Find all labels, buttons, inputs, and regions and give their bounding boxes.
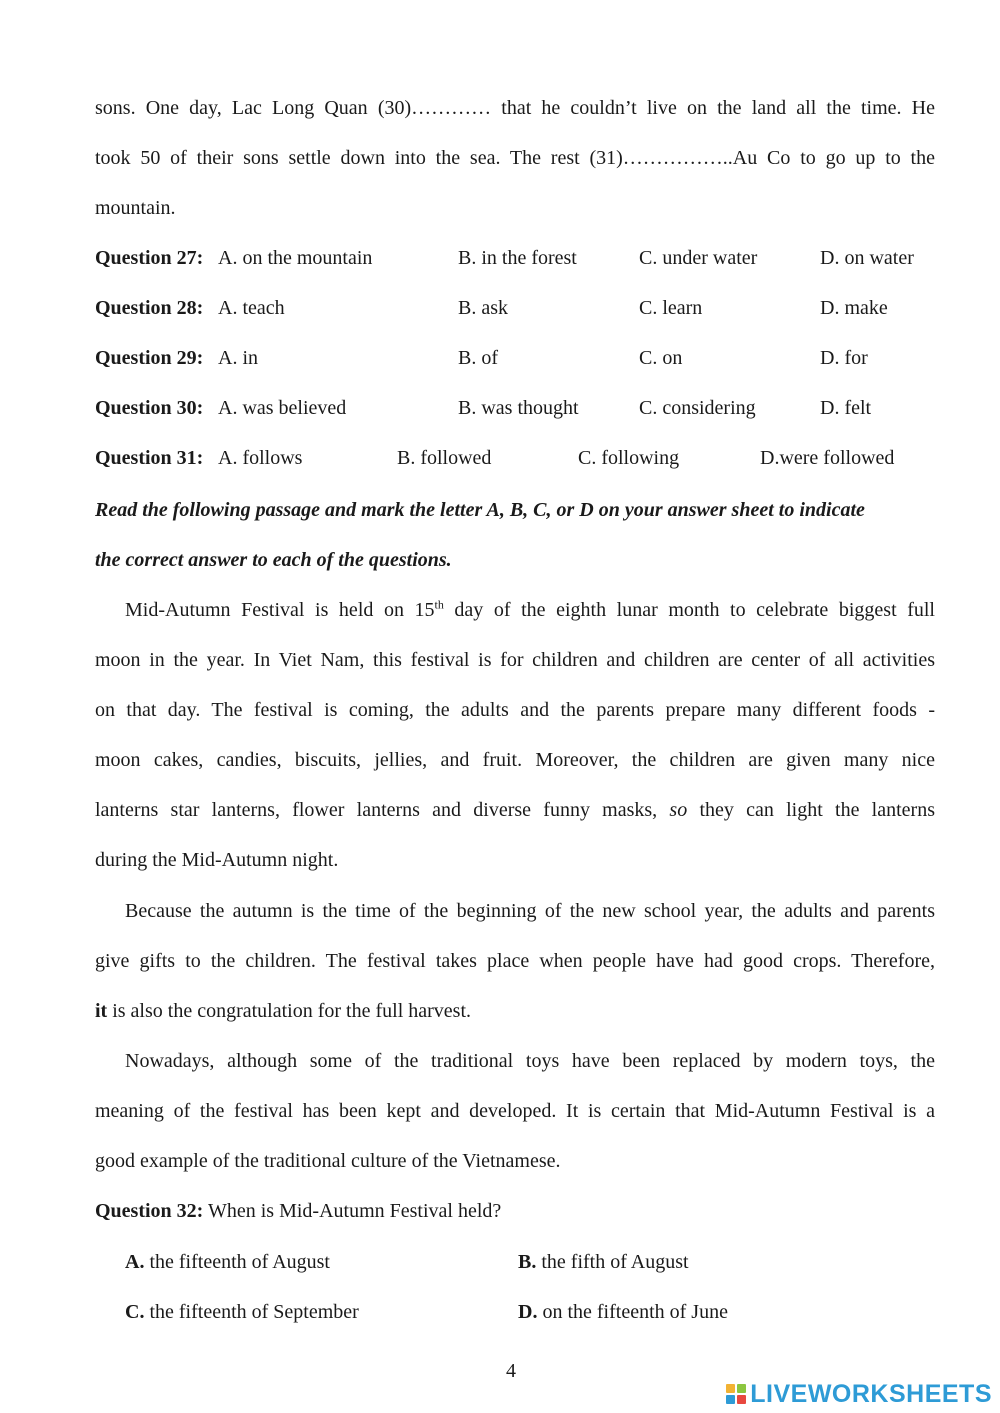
option-a[interactable]: A. teach bbox=[218, 297, 285, 319]
page-number: 4 bbox=[506, 1360, 516, 1382]
option-a[interactable]: A. follows bbox=[218, 447, 303, 469]
passage-line: sons. One day, Lac Long Quan (30)………… that he couldn’t live on the land all the time. He bbox=[95, 97, 935, 119]
option-a[interactable]: A. was believed bbox=[218, 397, 347, 419]
option-c[interactable]: C. following bbox=[578, 447, 680, 469]
question-label: Question 29: bbox=[95, 347, 204, 369]
option-d[interactable]: D. on water bbox=[820, 247, 914, 269]
option-b[interactable] bbox=[518, 1249, 689, 1275]
text-run: lanterns star lanterns, flower lanterns and diverse funny masks, bbox=[95, 799, 670, 821]
option-a[interactable]: A. on the mountain bbox=[218, 247, 373, 269]
passage-line bbox=[125, 597, 935, 623]
option-text: the fifteenth of August bbox=[144, 1251, 330, 1273]
passage-line: Nowadays, although some of the traditional toys have been replaced by modern toys, the bbox=[125, 1050, 935, 1072]
option-d[interactable] bbox=[518, 1299, 728, 1325]
passage-line bbox=[95, 797, 935, 823]
logo-square bbox=[737, 1384, 746, 1393]
question-32-options-row bbox=[95, 1249, 955, 1275]
option-letter: B. bbox=[518, 1251, 537, 1273]
text-run: is also the congratulation for the full harvest. bbox=[107, 1000, 472, 1022]
option-d[interactable]: D. for bbox=[820, 347, 868, 369]
option-b[interactable]: B. of bbox=[458, 347, 498, 369]
question-text: When is Mid-Autumn Festival held? bbox=[203, 1200, 502, 1222]
text-run: they can light the lanterns bbox=[687, 799, 935, 821]
passage-line: Because the autumn is the time of the beginning of the new school year, the adults and parents bbox=[125, 900, 935, 922]
option-letter: C. bbox=[125, 1301, 145, 1323]
logo-square bbox=[726, 1384, 735, 1393]
option-letter: D. bbox=[518, 1301, 538, 1323]
instruction-line: Read the following passage and mark the letter A, B, C, or D on your answer sheet to indicate bbox=[95, 499, 865, 521]
passage-line: meaning of the festival has been kept and developed. It is certain that Mid-Autumn Festival is a bbox=[95, 1100, 935, 1122]
option-d[interactable]: D. make bbox=[820, 297, 888, 319]
logo-text: LIVEWORKSHEETS bbox=[750, 1379, 992, 1408]
liveworksheets-logo bbox=[726, 1380, 992, 1408]
emphasized-word: so bbox=[669, 799, 688, 821]
passage-line: good example of the traditional culture of the Vietnamese. bbox=[95, 1150, 561, 1172]
option-b[interactable]: B. in the forest bbox=[458, 247, 577, 269]
logo-grid-icon bbox=[726, 1384, 746, 1404]
option-a[interactable] bbox=[125, 1249, 330, 1275]
option-text: the fifth of August bbox=[536, 1251, 689, 1273]
passage-line: mountain. bbox=[95, 197, 176, 219]
option-c[interactable]: C. on bbox=[639, 347, 683, 369]
option-text: on the fifteenth of June bbox=[537, 1301, 728, 1323]
question-28 bbox=[95, 295, 955, 321]
option-d[interactable]: D.were followed bbox=[760, 447, 895, 469]
option-c[interactable]: C. learn bbox=[639, 297, 703, 319]
question-32-options-row bbox=[95, 1299, 955, 1325]
option-b[interactable]: B. was thought bbox=[458, 397, 579, 419]
ordinal-suffix: th bbox=[434, 597, 444, 612]
passage-line: give gifts to the children. The festival takes place when people have had good crops. Therefore, bbox=[95, 950, 935, 972]
passage-line bbox=[95, 998, 935, 1024]
question-29 bbox=[95, 345, 955, 371]
option-c[interactable] bbox=[125, 1299, 359, 1325]
text-run: Mid-Autumn Festival is held on 15 bbox=[125, 599, 435, 621]
option-c[interactable]: C. under water bbox=[639, 247, 758, 269]
option-text: the fifteenth of September bbox=[144, 1301, 359, 1323]
bold-word: it bbox=[95, 1000, 108, 1022]
passage-line: took 50 of their sons settle down into the sea. The rest (31)……………..Au Co to go up to the bbox=[95, 147, 935, 169]
passage-line: on that day. The festival is coming, the adults and the parents prepare many different foods - bbox=[95, 699, 935, 721]
instruction-line: the correct answer to each of the questions. bbox=[95, 549, 452, 571]
text-run: day of the eighth lunar month to celebrate biggest full bbox=[443, 599, 935, 621]
question-label: Question 28: bbox=[95, 297, 204, 319]
passage-line: moon cakes, candies, biscuits, jellies, and fruit. Moreover, the children are given many nice bbox=[95, 749, 935, 771]
question-30 bbox=[95, 395, 955, 421]
passage-line: moon in the year. In Viet Nam, this festival is for children and children are center of all activities bbox=[95, 649, 935, 671]
logo-square bbox=[737, 1395, 746, 1404]
option-b[interactable]: B. followed bbox=[397, 447, 492, 469]
question-label: Question 30: bbox=[95, 397, 204, 419]
option-c[interactable]: C. considering bbox=[639, 397, 756, 419]
question-label: Question 32: bbox=[95, 1200, 204, 1222]
option-a[interactable]: A. in bbox=[218, 347, 258, 369]
question-label: Question 31: bbox=[95, 447, 204, 469]
question-31 bbox=[95, 445, 955, 471]
option-b[interactable]: B. ask bbox=[458, 297, 508, 319]
question-32 bbox=[95, 1198, 935, 1224]
question-27 bbox=[95, 245, 955, 271]
option-letter: A. bbox=[125, 1251, 145, 1273]
question-label: Question 27: bbox=[95, 247, 204, 269]
logo-square bbox=[726, 1395, 735, 1404]
passage-line: during the Mid-Autumn night. bbox=[95, 849, 339, 871]
option-d[interactable]: D. felt bbox=[820, 397, 872, 419]
